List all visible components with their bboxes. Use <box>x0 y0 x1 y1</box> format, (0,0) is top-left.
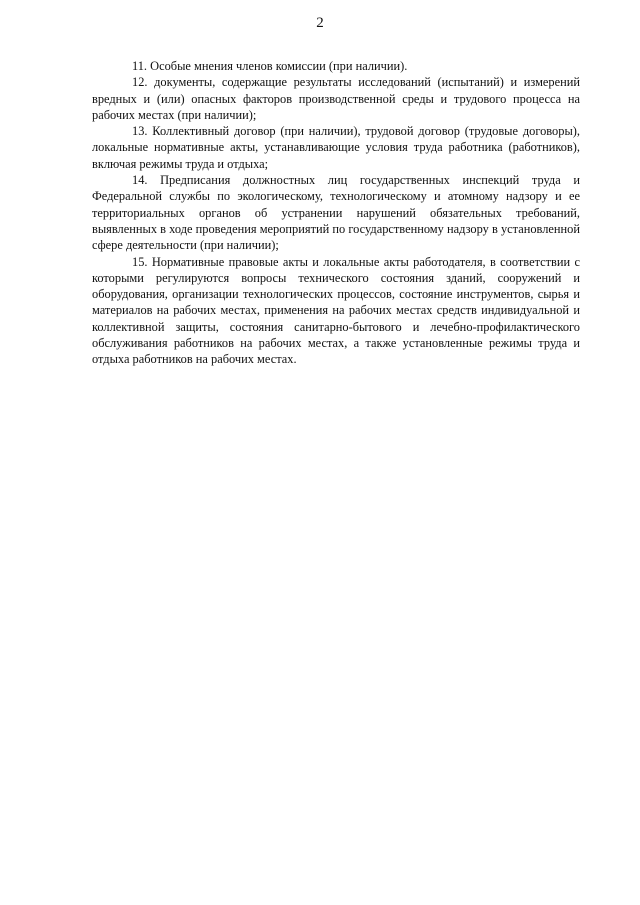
document-body <box>92 58 580 368</box>
page-number: 2 <box>316 15 324 31</box>
paragraph-item-14: 14. Предписания должностных лиц государственных инспекций труда и Федеральной службы по экологическому, технологическому и атомному надзору и ее территориальных органов об устранении нарушений обязательных требований, выявленных в ходе проведения мероприятий по государственному надзору в установленной сфере деятельности (при наличии); <box>92 173 580 253</box>
paragraph-item-15: 15. Нормативные правовые акты и локальные акты работодателя, в соответствии с которыми регулируются вопросы технического состояния зданий, сооружений и оборудования, организации технологических процессов, состояние инструментов, сырья и материалов на рабочих местах, применения на рабочих местах средств индивидуальной и коллективной защиты, состояния санитарно-бытового и лечебно-профилактического обслуживания работников на рабочих местах, а также установленные режимы труда и отдыха работников на рабочих местах. <box>92 254 580 367</box>
paragraph-item-11: 11. Особые мнения членов комиссии (при наличии). <box>132 59 408 73</box>
paragraph-item-12: 12. документы, содержащие результаты исследований (испытаний) и измерений вредных и (или) опасных факторов производственной среды и трудового процесса на рабочих местах (при наличии); <box>92 75 580 122</box>
paragraph-item-13: 13. Коллективный договор (при наличии), трудовой договор (трудовые договоры), локальные нормативные акты, устанавливающие условия труда работника (работников), включая режимы труда и отдыха; <box>92 124 580 171</box>
